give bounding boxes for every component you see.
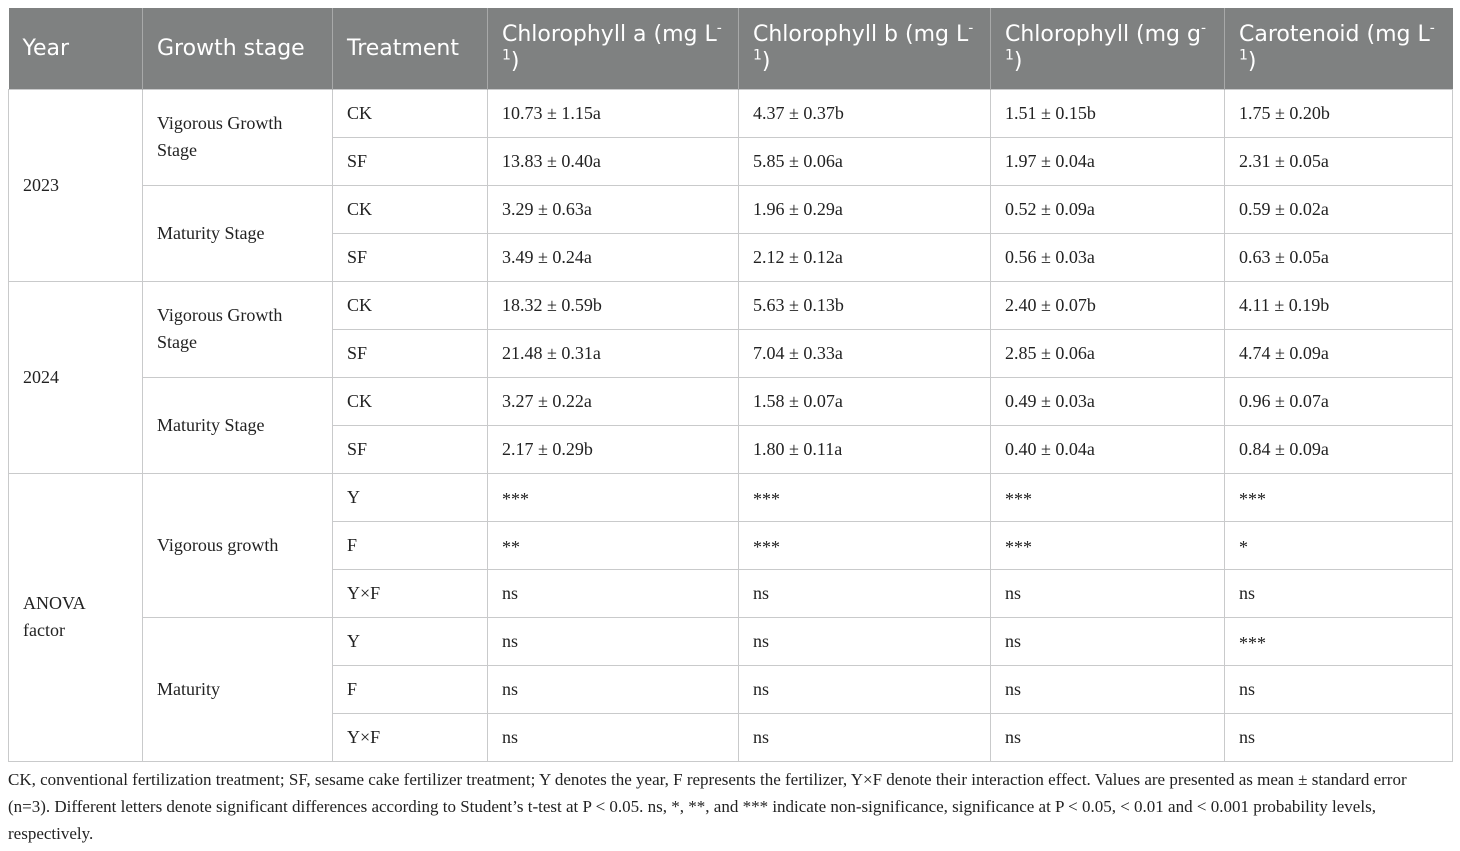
value-cell-car: 4.11 ± 0.19b xyxy=(1225,281,1453,329)
treatment-cell: CK xyxy=(333,281,488,329)
value-cell-car: *** xyxy=(1225,473,1453,521)
header-growth-stage: Growth stage xyxy=(143,8,333,89)
treatment-cell: SF xyxy=(333,233,488,281)
value-cell-chl-b: 5.85 ± 0.06a xyxy=(739,137,991,185)
value-cell-chl-a: ns xyxy=(488,665,739,713)
value-cell-chl-b: 1.80 ± 0.11a xyxy=(739,425,991,473)
header-treatment: Treatment xyxy=(333,8,488,89)
value-cell-car: 0.84 ± 0.09a xyxy=(1225,425,1453,473)
value-cell-chl-b: 7.04 ± 0.33a xyxy=(739,329,991,377)
value-cell-chl-b: *** xyxy=(739,473,991,521)
value-cell-chl-b: ns xyxy=(739,713,991,761)
value-cell-chl: 0.52 ± 0.09a xyxy=(991,185,1225,233)
value-cell-chl-a: *** xyxy=(488,473,739,521)
growth-stage-cell: Vigorous Growth Stage xyxy=(143,89,333,185)
value-cell-car: ns xyxy=(1225,713,1453,761)
value-cell-chl-a: ns xyxy=(488,617,739,665)
value-cell-chl: *** xyxy=(991,473,1225,521)
value-cell-car: ns xyxy=(1225,569,1453,617)
treatment-cell: CK xyxy=(333,185,488,233)
value-cell-chl: 0.56 ± 0.03a xyxy=(991,233,1225,281)
treatment-cell: CK xyxy=(333,377,488,425)
value-cell-chl: 1.97 ± 0.04a xyxy=(991,137,1225,185)
value-cell-chl-b: 1.96 ± 0.29a xyxy=(739,185,991,233)
value-cell-chl: 2.40 ± 0.07b xyxy=(991,281,1225,329)
value-cell-car: 1.75 ± 0.20b xyxy=(1225,89,1453,137)
value-cell-chl-b: 5.63 ± 0.13b xyxy=(739,281,991,329)
treatment-cell: SF xyxy=(333,425,488,473)
year-cell: 2024 xyxy=(9,281,143,473)
value-cell-car: ns xyxy=(1225,665,1453,713)
data-table xyxy=(8,8,1453,762)
treatment-cell: SF xyxy=(333,329,488,377)
value-cell-chl-a: 3.27 ± 0.22a xyxy=(488,377,739,425)
value-cell-chl-a: 10.73 ± 1.15a xyxy=(488,89,739,137)
value-cell-chl: 1.51 ± 0.15b xyxy=(991,89,1225,137)
table-row xyxy=(9,473,1453,521)
value-cell-chl: 2.85 ± 0.06a xyxy=(991,329,1225,377)
growth-stage-cell: Vigorous growth xyxy=(143,473,333,617)
value-cell-chl-a: 3.49 ± 0.24a xyxy=(488,233,739,281)
year-cell: 2023 xyxy=(9,89,143,281)
growth-stage-cell: Vigorous Growth Stage xyxy=(143,281,333,377)
value-cell-car: *** xyxy=(1225,617,1453,665)
header-row xyxy=(9,8,1453,89)
table-row xyxy=(9,89,1453,137)
value-cell-chl-b: ns xyxy=(739,665,991,713)
growth-stage-cell: Maturity Stage xyxy=(143,185,333,281)
treatment-cell: CK xyxy=(333,89,488,137)
value-cell-chl-b: ns xyxy=(739,617,991,665)
value-cell-chl-b: 4.37 ± 0.37b xyxy=(739,89,991,137)
treatment-cell: Y×F xyxy=(333,569,488,617)
value-cell-chl-b: 2.12 ± 0.12a xyxy=(739,233,991,281)
value-cell-chl: ns xyxy=(991,665,1225,713)
table-row xyxy=(9,377,1453,425)
treatment-cell: F xyxy=(333,521,488,569)
growth-stage-cell: Maturity Stage xyxy=(143,377,333,473)
header-chlorophyll: Chlorophyll (mg $g^{-1}$) xyxy=(991,8,1225,89)
growth-stage-cell: Maturity xyxy=(143,617,333,761)
value-cell-chl-a: 18.32 ± 0.59b xyxy=(488,281,739,329)
value-cell-chl-a: ns xyxy=(488,713,739,761)
value-cell-car: 0.59 ± 0.02a xyxy=(1225,185,1453,233)
value-cell-chl-a: ** xyxy=(488,521,739,569)
value-cell-car: 4.74 ± 0.09a xyxy=(1225,329,1453,377)
value-cell-chl-a: 3.29 ± 0.63a xyxy=(488,185,739,233)
value-cell-chl-a: ns xyxy=(488,569,739,617)
value-cell-chl: *** xyxy=(991,521,1225,569)
year-cell: ANOVA factor xyxy=(9,473,143,761)
value-cell-car: * xyxy=(1225,521,1453,569)
value-cell-car: 0.63 ± 0.05a xyxy=(1225,233,1453,281)
treatment-cell: Y×F xyxy=(333,713,488,761)
table-row xyxy=(9,185,1453,233)
value-cell-chl-b: 1.58 ± 0.07a xyxy=(739,377,991,425)
value-cell-chl-b: ns xyxy=(739,569,991,617)
value-cell-car: 2.31 ± 0.05a xyxy=(1225,137,1453,185)
treatment-cell: Y xyxy=(333,473,488,521)
value-cell-chl: 0.40 ± 0.04a xyxy=(991,425,1225,473)
value-cell-chl-a: 13.83 ± 0.40a xyxy=(488,137,739,185)
header-year: Year xyxy=(9,8,143,89)
table-container xyxy=(8,8,1452,762)
value-cell-chl: ns xyxy=(991,617,1225,665)
value-cell-chl-a: 2.17 ± 0.29b xyxy=(488,425,739,473)
treatment-cell: Y xyxy=(333,617,488,665)
header-chlorophyll-a: Chlorophyll a (mg $L^{-1}$) xyxy=(488,8,739,89)
value-cell-chl: 0.49 ± 0.03a xyxy=(991,377,1225,425)
header-carotenoid: Carotenoid (mg $L^{-1}$) xyxy=(1225,8,1453,89)
value-cell-car: 0.96 ± 0.07a xyxy=(1225,377,1453,425)
value-cell-chl-b: *** xyxy=(739,521,991,569)
table-row xyxy=(9,617,1453,665)
treatment-cell: SF xyxy=(333,137,488,185)
table-body xyxy=(9,89,1453,761)
table-row xyxy=(9,281,1453,329)
table-footnote: CK, conventional fertilization treatment; SF, sesame cake fertilizer treatment; Y denotes the year, F represents the fertilizer, Y×F denote their interaction effect. Values are presented as mean ± standard error (n=3). Different letters denote significant differences according to Student’s t-test at P < 0.05. ns, *, **, and *** indicate non-significance, significance at P < 0.05, < 0.01 and < 0.001 probability levels, respectively. xyxy=(8,770,1407,843)
value-cell-chl: ns xyxy=(991,569,1225,617)
treatment-cell: F xyxy=(333,665,488,713)
header-chlorophyll-b: Chlorophyll b (mg $L^{-1}$) xyxy=(739,8,991,89)
value-cell-chl: ns xyxy=(991,713,1225,761)
value-cell-chl-a: 21.48 ± 0.31a xyxy=(488,329,739,377)
